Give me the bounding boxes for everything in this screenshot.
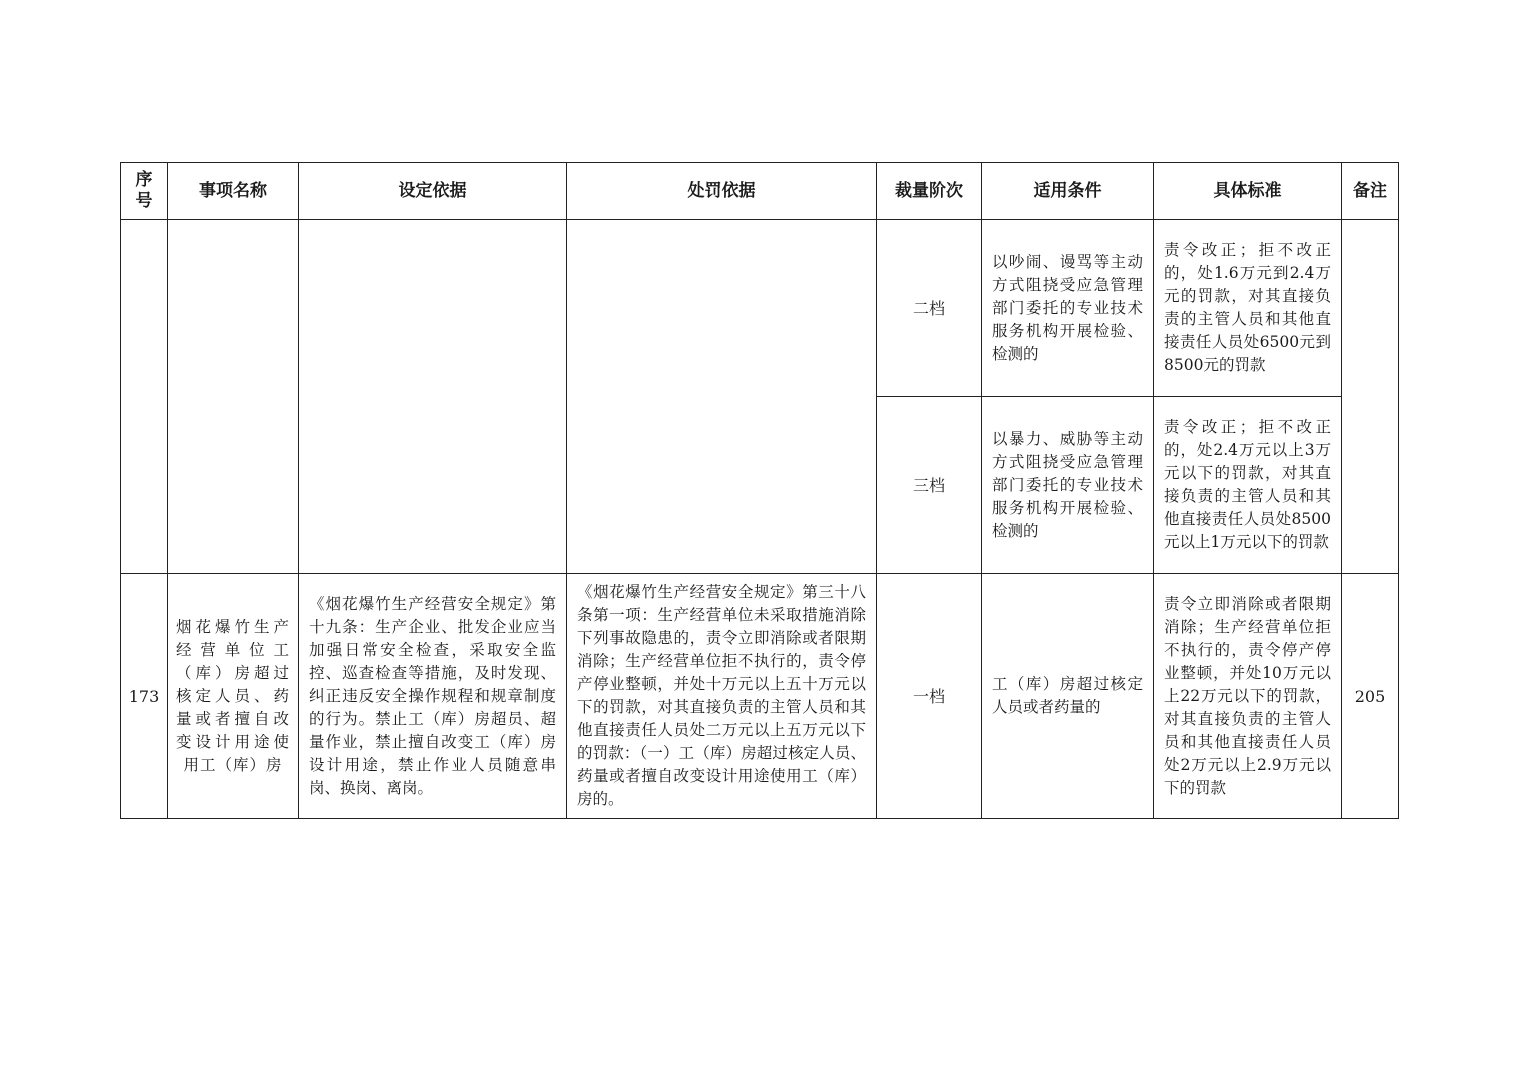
condition-cell <box>982 397 1154 574</box>
item-name-cell <box>168 574 299 819</box>
item-name-text: 烟花爆竹生产经营单位工（库）房超过核定人员、药量或者擅自改变设计用途使用工（库）房 <box>176 617 290 774</box>
header-tier: 裁量阶次 <box>877 163 982 220</box>
basis-penalty-text: 《烟花爆竹生产经营安全规定》第三十八条第一项：生产经营单位未采取措施消除下列事故隐患的，责令立即消除或者限期消除；生产经营单位拒不执行的，责令停产停业整顿，并处十万元以上五十万元以下的罚款，对其直接负责的主管人员和其他直接责任人员处二万元以上五万元以下的罚款：（一）工（库）房超过核定人员、药量或者擅自改变设计用途使用工（库）房的。 <box>577 583 866 808</box>
standard-text: 责令立即消除或者限期消除；生产经营单位拒不执行的，责令停产停业整顿，并处10万元以上22万元以下的罚款，对其直接负责的主管人员和其他直接责任人员处2万元以上2.9万元以下的罚款 <box>1164 594 1331 797</box>
standard-cell <box>1154 397 1342 574</box>
header-remark: 备注 <box>1342 163 1399 220</box>
standard-text: 责令改正；拒不改正的，处1.6万元到2.4万元的罚款，对其直接负责的主管人员和其他直接责任人员处6500元到8500元的罚款 <box>1164 241 1331 374</box>
condition-text: 以吵闹、谩骂等主动方式阻挠受应急管理部门委托的专业技术服务机构开展检验、检测的 <box>992 252 1143 363</box>
remark-cell: 205 <box>1342 574 1399 819</box>
standard-cell <box>1154 220 1342 397</box>
basis-setting-text: 《烟花爆竹生产经营安全规定》第十九条：生产企业、批发企业应当加强日常安全检查，采取安全监控、巡查检查等措施，及时发现、纠正违反安全操作规程和规章制度的行为。禁止工（库）房超员、超量作业，禁止擅自改变工（库）房设计用途，禁止作业人员随意串岗、换岗、离岗。 <box>309 594 556 797</box>
standard-cell <box>1154 574 1342 819</box>
continued-item-name-cell <box>168 220 299 574</box>
tier-cell: 三档 <box>877 397 982 574</box>
condition-cell <box>982 220 1154 397</box>
standard-text: 责令改正；拒不改正的，处2.4万元以上3万元以下的罚款，对其直接负责的主管人员和其他直接责任人员处8500元以上1万元以下的罚款 <box>1164 418 1331 551</box>
condition-text: 以暴力、威胁等主动方式阻挠受应急管理部门委托的专业技术服务机构开展检验、检测的 <box>992 429 1143 540</box>
header-basis-penalty: 处罚依据 <box>567 163 877 220</box>
header-item-name: 事项名称 <box>168 163 299 220</box>
penalty-standard-table <box>120 162 1399 819</box>
table-row-173 <box>121 574 1399 819</box>
tier-cell: 二档 <box>877 220 982 397</box>
table-row-continued-tier-2 <box>121 220 1399 397</box>
continued-remark-cell <box>1342 220 1399 574</box>
header-row <box>121 163 1399 220</box>
continued-seq-cell <box>121 220 168 574</box>
header-condition: 适用条件 <box>982 163 1154 220</box>
header-seq: 序号 <box>121 163 168 220</box>
condition-text: 工（库）房超过核定人员或者药量的 <box>992 675 1143 716</box>
tier-cell: 一档 <box>877 574 982 819</box>
basis-setting-cell <box>299 574 567 819</box>
continued-basis-penalty-cell <box>567 220 877 574</box>
continued-basis-setting-cell <box>299 220 567 574</box>
header-standard: 具体标准 <box>1154 163 1342 220</box>
seq-cell: 173 <box>121 574 168 819</box>
header-basis-setting: 设定依据 <box>299 163 567 220</box>
basis-penalty-cell <box>567 574 877 819</box>
condition-cell <box>982 574 1154 819</box>
